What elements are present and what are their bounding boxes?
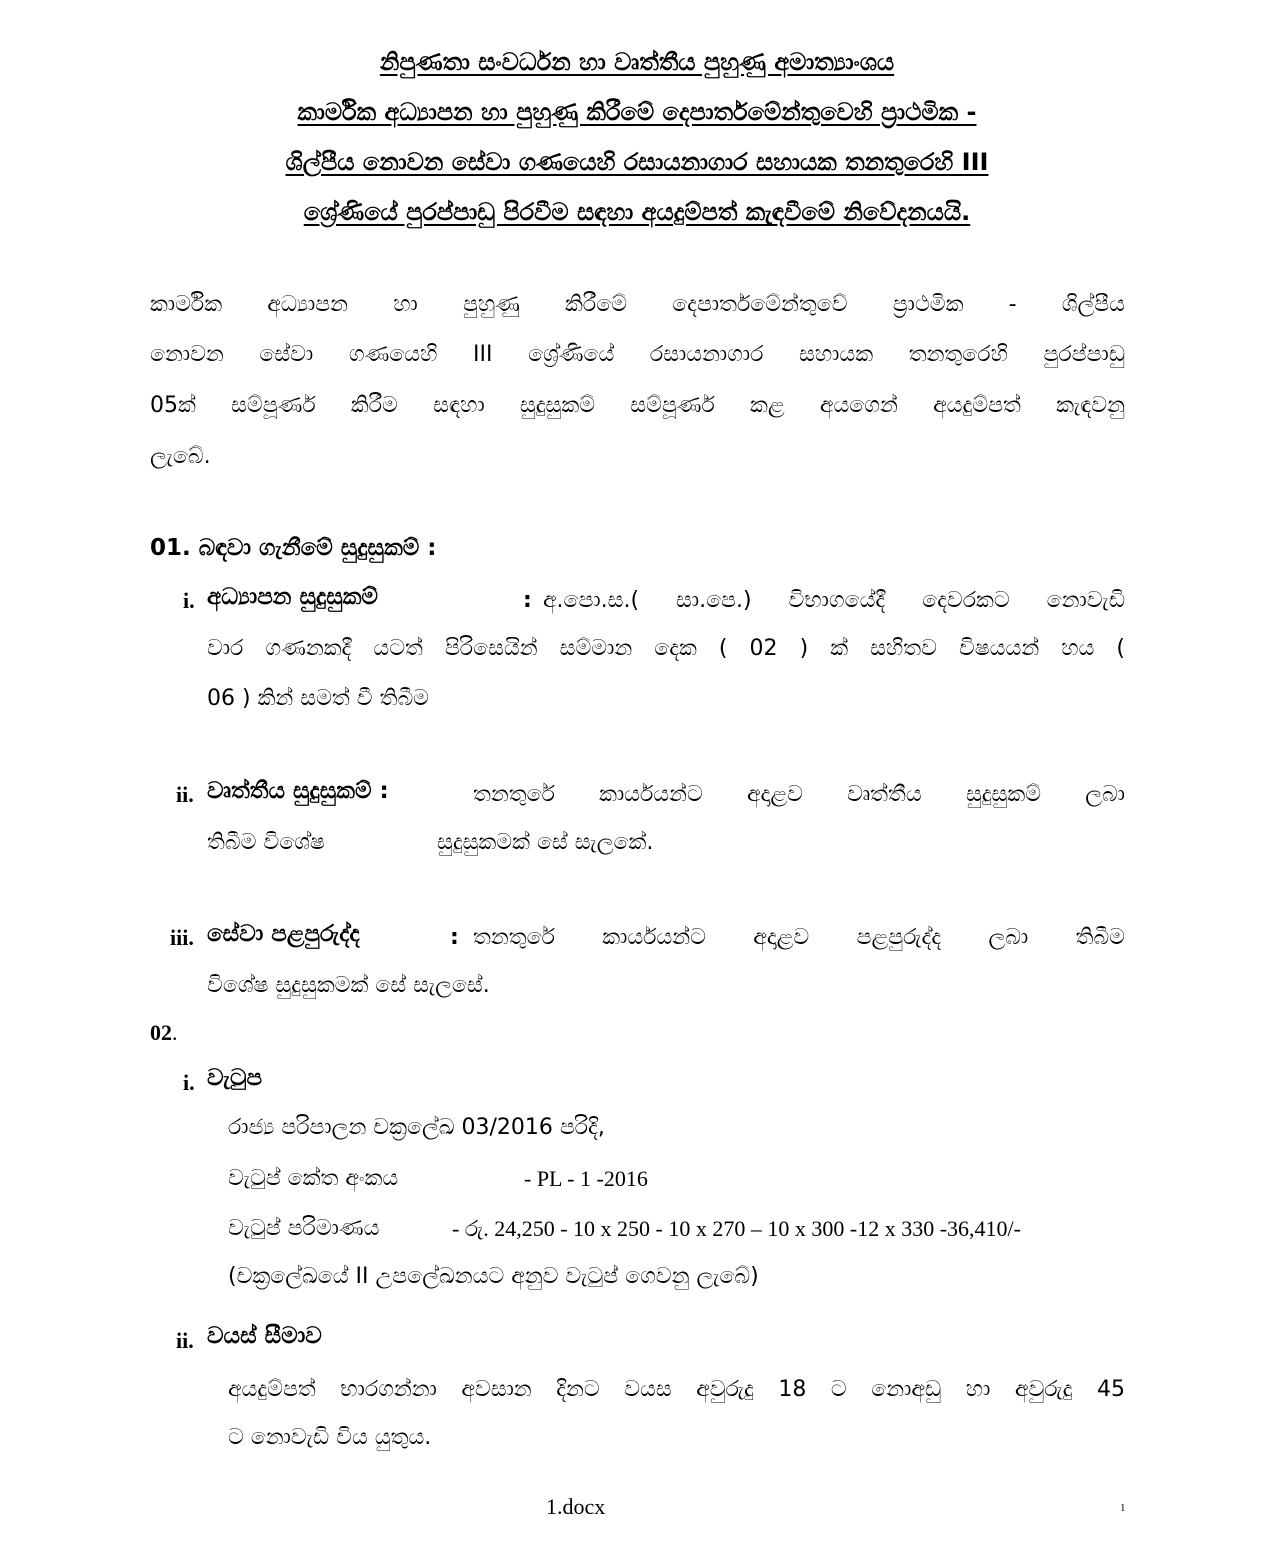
section-2-number: 02 <box>150 1020 172 1045</box>
age-limit-line-1: අයදුම්පත් භාරගන්නා අවසාන දිනට වයස අවුරුදු 18 ට නොඅඩු හා අවුරුදු 45 <box>228 1377 1125 1402</box>
item-2-ii-label: වයස් සීමාව <box>207 1323 322 1349</box>
item-1-i-colon: : <box>523 588 532 613</box>
page-number: 1 <box>1120 1502 1126 1514</box>
title-line-1: නිපුණතා සංවර්ධන හා වෘත්තීය පුහුණු අමාත්‍යාංශය <box>379 48 895 76</box>
item-2-ii-number: ii. <box>176 1328 194 1353</box>
item-1-i-number: i. <box>183 588 195 613</box>
title-line-4: ශ්‍රේණියේ පුරප්පාඩු පිරවීම සඳහා අයදුම්පත් කැඳවීමේ නිවේදනයයි. <box>303 198 971 226</box>
item-1-iii-number: iii. <box>170 925 194 950</box>
salary-code-label: වැටුප් කේත අංකය <box>228 1166 399 1191</box>
item-1-ii-line-2a: තිබීම විශේෂ <box>207 830 325 855</box>
title-line-2: කාර්මික අධ්‍යාපන හා පුහුණු කිරීමේ දෙපාර්තමේන්තුවෙහි ප්‍රාථමික - <box>297 98 977 126</box>
intro-line-1: කාර්මික අධ්‍යාපන හා පුහුණු කිරීමේ දෙපාර්තමේන්තුවේ ප්‍රාථමික - ශිල්පීය <box>150 292 1125 317</box>
item-1-ii-line-1: තනතුරේ කාර්යයන්ට අදාළව වෘත්තීය සුදුසුකම් ලබා <box>473 782 1125 807</box>
section-2-dot: . <box>172 1020 178 1045</box>
item-2-i-label: වැටුප <box>207 1065 263 1091</box>
item-1-iii-label: සේවා පළපුරුද්ද <box>207 921 360 947</box>
item-1-iii-colon: : <box>450 925 459 950</box>
item-1-ii-label: වෘත්තීය සුදුසුකම් : <box>207 778 389 804</box>
item-1-i-label: අධ්‍යාපන සුදුසුකම් <box>207 584 378 610</box>
footer-filename: 1.docx <box>546 1494 606 1519</box>
title-line-3: ශිල්පීය නොවන සේවා ගණයෙහි රසායනාගාර සහායක තනතුරෙහි III <box>285 148 989 176</box>
salary-code-value: - PL - 1 -2016 <box>524 1166 648 1191</box>
intro-line-4: ලැබේ. <box>150 444 211 469</box>
section-2-heading <box>150 1020 178 1046</box>
item-1-i-line-2: වාර ගණනකදී යටත් පිරිසෙයින් සම්මාන දෙක ( 02 ) ක් සහිතව විෂයයන් හය ( <box>207 636 1125 661</box>
section-1-heading: 01. බඳවා ගැනීමේ සුදුසුකම් : <box>150 535 437 561</box>
intro-line-2: නොවන සේවා ගණයෙහි III ශ්‍රේණියේ රසායනාගාර සහායක තනතුරෙහි පුරප්පාඩු <box>150 342 1125 367</box>
salary-scale-label: වැටුප් පරිමාණය <box>228 1216 380 1241</box>
item-1-iii-line-2: විශේෂ සුදුසුකමක් සේ සැලසේ. <box>207 973 490 998</box>
salary-note: (චක්‍රලේඛයේ II උපලේඛනයට අනුව වැටුප් ගෙවනු ලැබේ) <box>228 1264 759 1289</box>
age-limit-line-2: ට නොවැඩි විය යුතුය. <box>228 1425 432 1450</box>
item-2-i-circular: රාජ්‍ය පරිපාලන චක්‍රලේඛ 03/2016 පරිදි, <box>228 1115 605 1140</box>
salary-scale-value: - රු. 24,250 - 10 x 250 - 10 x 270 – 10 x 300 -12 x 330 -36,410/- <box>452 1216 1021 1241</box>
intro-line-3: 05ක් සම්පූර්ණ කිරීම සඳහා සුදුසුකම් සම්පූර්ණ කළ අයගෙන් අයදුම්පත් කැඳවනු <box>150 393 1125 418</box>
item-1-iii-line-1: තනතුරේ කාර්යයන්ට අදාළව පළපුරුද්ද ලබා තිබීම <box>473 925 1125 950</box>
item-2-i-number: i. <box>183 1070 195 1095</box>
item-1-i-line-1: අ.පො.ස.( සා.පෙ.) විභාගයේදී දෙවරකට නොවැඩි <box>543 588 1125 613</box>
item-1-ii-number: ii. <box>176 782 194 807</box>
item-1-i-line-3: 06 ) කින් සමත් වී තිබීම <box>207 686 430 711</box>
item-1-ii-line-2b: සුදුසුකමක් සේ සැලකේ. <box>437 830 654 855</box>
